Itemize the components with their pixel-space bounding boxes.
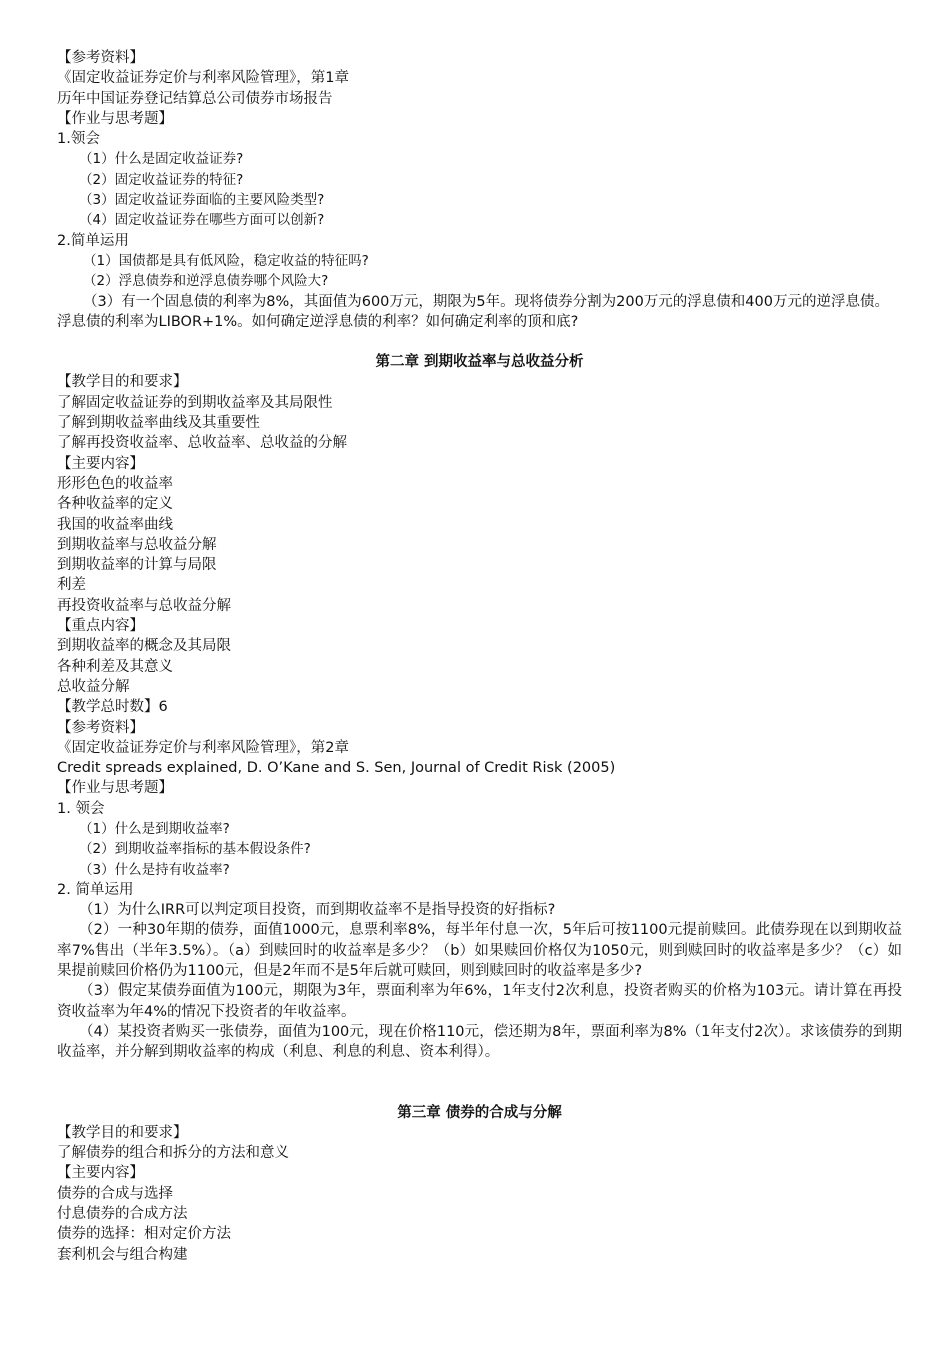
- question-item: （2）浮息债券和逆浮息债券哪个风险大?: [83, 273, 329, 290]
- ref-item: 《固定收益证券定价与利率风险管理》，第1章: [57, 70, 349, 87]
- content-item: 再投资收益率与总收益分解: [57, 597, 231, 614]
- key-item: 各种利差及其意义: [57, 658, 173, 675]
- content-header: 【主要内容】: [57, 1165, 144, 1182]
- content-item: 形形色色的收益率: [57, 475, 173, 492]
- content-item: 利差: [57, 577, 86, 594]
- section-title: 2. 简单运用: [57, 881, 134, 898]
- goal-item: 了解债券的组合和拆分的方法和意义: [57, 1145, 289, 1162]
- content-item: 债券的选择：相对定价方法: [57, 1226, 231, 1243]
- chapter-title: 第三章 债券的合成与分解: [397, 1104, 562, 1121]
- question-paragraph: （1）为什么IRR可以判定项目投资，而到期收益率不是指导投资的好指标?: [79, 902, 556, 919]
- homework-header: 【作业与思考题】: [57, 110, 173, 127]
- key-header: 【重点内容】: [57, 618, 144, 635]
- question-item: （3）固定收益证券面临的主要风险类型?: [79, 192, 325, 209]
- goal-item: 了解到期收益率曲线及其重要性: [57, 415, 260, 432]
- section-title: 1.领会: [57, 131, 100, 148]
- content-item: 到期收益率的计算与局限: [57, 557, 217, 574]
- content-item: 到期收益率与总收益分解: [57, 536, 217, 553]
- goal-item: 了解固定收益证券的到期收益率及其局限性: [57, 394, 333, 411]
- key-item: 到期收益率的概念及其局限: [57, 638, 231, 655]
- ref-header: 【参考资料】: [57, 719, 144, 736]
- question-item: （4）固定收益证券在哪些方面可以创新?: [79, 212, 325, 229]
- question-paragraph: （3）有一个固息债的利率为8%，其面值为600万元，期限为5年。现将债券分割为200万元的浮息债和400万元的逆浮息债。浮息债的利率为LIBOR+1%。如何确定逆浮息债的利率？如何确定利率的顶和底?: [57, 293, 889, 330]
- goals-header: 【教学目的和要求】: [57, 1124, 188, 1141]
- question-item: （3）什么是持有收益率?: [79, 861, 230, 878]
- question-item: （2）固定收益证券的特征?: [79, 171, 244, 188]
- question-item: （1）国债都是具有低风险，稳定收益的特征吗?: [83, 252, 369, 269]
- question-paragraph: （4）某投资者购买一张债券，面值为100元，现在价格110元，偿还期为8年，票面利率为8%（1年支付2次）。求该债券的到期收益率，并分解到期收益率的构成（利息、利息的利息、资本利得）。: [57, 1023, 902, 1061]
- ref-item: 《固定收益证券定价与利率风险管理》，第2章: [57, 739, 349, 756]
- content-header: 【主要内容】: [57, 455, 144, 472]
- question-paragraph: （3）假定某债券面值为100元，期限为3年，票面利率为年6%，1年支付2次利息，投资者购买的价格为103元。请计算在再投资收益率为年4%的情况下投资者的年收益率。: [57, 983, 902, 1020]
- ref-header: 【参考资料】: [57, 50, 144, 66]
- homework-header: 【作业与思考题】: [57, 780, 173, 797]
- content-item: 各种收益率的定义: [57, 496, 173, 513]
- section-title: 2.简单运用: [57, 232, 129, 249]
- question-item: （1）什么是固定收益证券?: [79, 151, 244, 168]
- ref-item: Credit spreads explained, D. O’Kane and S. Sen, Journal of Credit Risk (2005): [57, 760, 616, 777]
- content-item: 付息债券的合成方法: [57, 1206, 188, 1223]
- content-item: 套利机会与组合构建: [57, 1246, 188, 1263]
- goals-header: 【教学目的和要求】: [57, 374, 188, 391]
- section-title: 1. 领会: [57, 800, 105, 817]
- ref-item: 历年中国证券登记结算总公司债券市场报告: [57, 90, 333, 107]
- document-page: [57, 48, 902, 1265]
- content-item: 我国的收益率曲线: [57, 516, 173, 533]
- hours-line: 【教学总时数】6: [57, 699, 168, 716]
- question-item: （2）到期收益率指标的基本假设条件?: [79, 841, 311, 858]
- question-item: （1）什么是到期收益率?: [79, 820, 230, 837]
- chapter-title: 第二章 到期收益率与总收益分析: [375, 354, 584, 371]
- content-item: 债券的合成与选择: [57, 1185, 173, 1202]
- question-paragraph: （2）一种30年期的债券，面值1000元，息票利率8%，每半年付息一次，5年后可按1100元提前赎回。此债券现在以到期收益率7%售出（半年3.5%）。（a）到赎回时的收益率是多少？（b）如果赎回价格仅为1050元，则到赎回时的收益率是多少？（c）如果提前赎回价格仍为1100元，但是2年而不是5年后就可赎回，则到赎回时的收益率是多少?: [57, 922, 902, 980]
- key-item: 总收益分解: [57, 678, 130, 695]
- goal-item: 了解再投资收益率、总收益率、总收益的分解: [57, 435, 347, 452]
